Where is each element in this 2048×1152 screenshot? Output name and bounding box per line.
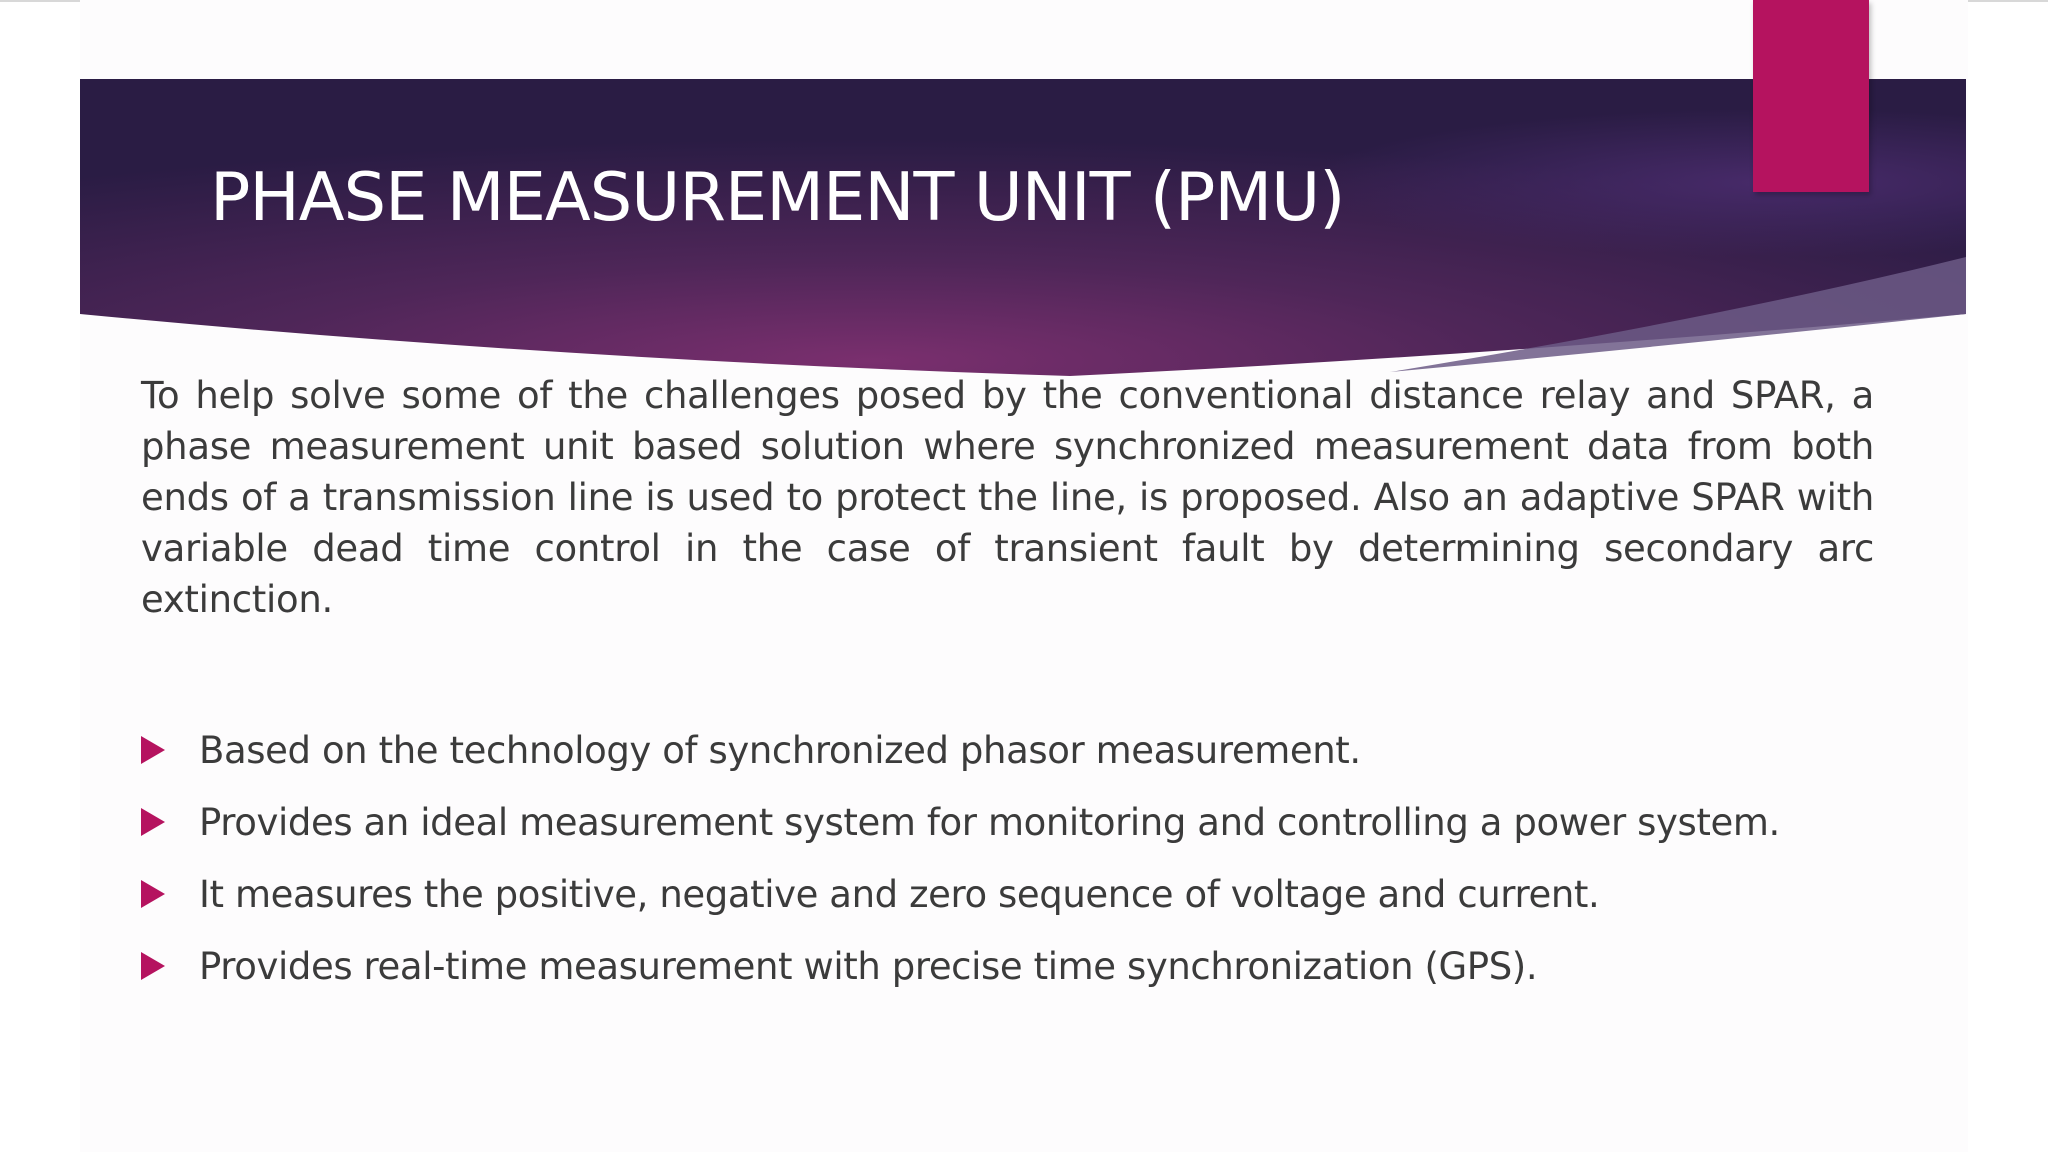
bullet-text: It measures the positive, negative and zero sequence of voltage and current. [199,872,1600,916]
bullet-text: Based on the technology of synchronized phasor measurement. [199,728,1361,772]
triangle-right-icon [141,808,165,836]
slide-body-paragraph: To help solve some of the challenges posed by the conventional distance relay and SPAR, a phase measurement unit based solution where synchronized measurement data from both ends of a transmission line is used to protect the line, is proposed. Also an adaptive SPAR with variable dead time control in the case of transient fault by determining secondary arc extinction. [141,374,1874,621]
bullet-text: Provides an ideal measurement system for monitoring and controlling a power system. [199,800,1780,844]
triangle-right-icon [141,736,165,764]
list-item [141,858,1921,930]
slide-title: PHASE MEASUREMENT UNIT (PMU) [210,158,1345,236]
triangle-right-icon [141,952,165,980]
bullet-text: Provides real-time measurement with precise time synchronization (GPS). [199,944,1538,988]
list-item [141,930,1921,1002]
list-item [141,786,1921,858]
triangle-right-icon [141,880,165,908]
accent-tab [1753,0,1869,192]
bullet-list [141,714,1921,1002]
list-item [141,714,1921,786]
